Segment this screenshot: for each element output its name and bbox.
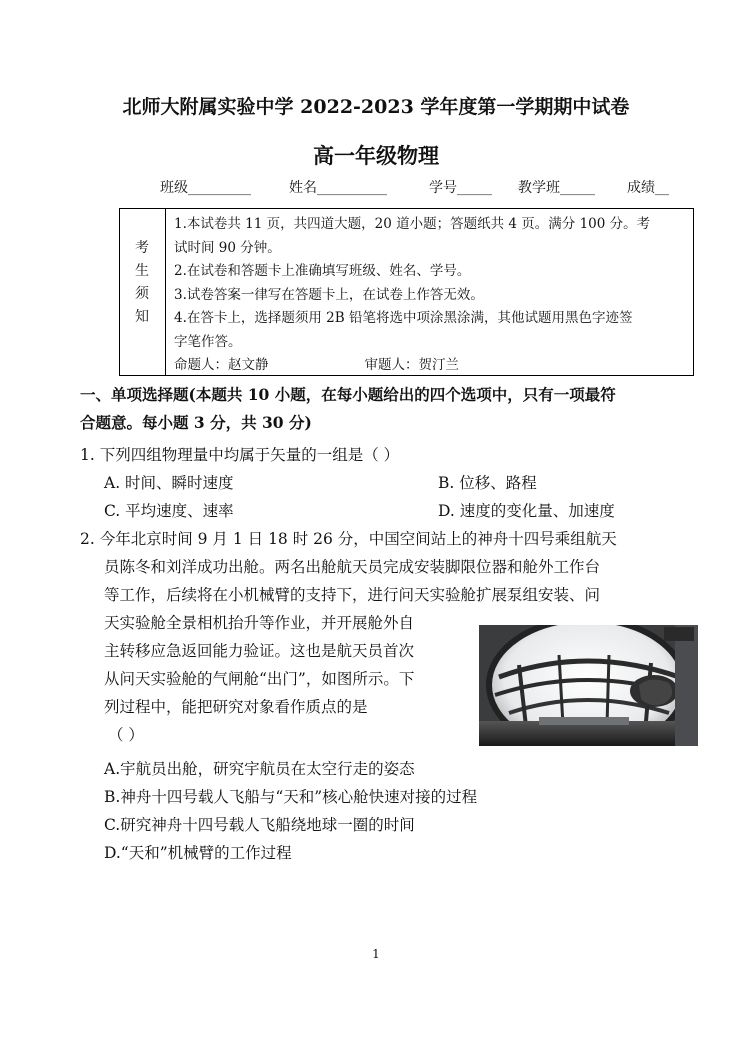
reviewer: 审题人：贺汀兰	[364, 357, 459, 373]
q1-option-b: B. 位移、路程	[438, 474, 537, 492]
class-field: 班级_________	[160, 180, 251, 196]
q1-option-c: C. 平均速度、速率	[104, 502, 234, 520]
setter-reviewer-line	[174, 354, 689, 378]
exam-page: 北师大附属实验中学 2022-2023 学年度第一学期期中试卷 高一年级物理 班级_________ 姓名__________ 学号_____ 教学班_____ 成绩__ 考 生 须 知 1.本试卷共 11 页，共四道大题，20 道小题；答题纸共 4 页。满分 100 分。考 试时间 90 分钟。 2.在试卷和答题卡上准确填写班级、姓名、学号。 3.试卷答案一律写在答题卡上，在试卷上作答无效。 4.在答卡上，选择题须用 2B 铅笔将选中项涂黑涂满，其他试题用黑色字迹签 字笔作答。 命题人：赵文静 审题人：贺汀兰 一、单项选择题(本题共 10 小题，在每小题给出的四个选项中，只有一项最符 合题意。每小题 3 分，共 30 分) 1. 下列四组物理量中均属于矢量的一组是（ ） A. 时间、瞬时速度 B. 位移、路程 C. 平均速度、速率 D. 速度的变化量、加速度 2. 今年北京时间 9 月 1 日 18 时 26 分，中国空间站上的神舟十四号乘组航天 员陈冬和刘洋成功出舱。两名出舱航天员完成安装脚限位器和舱外工作台 等工作，后续将在小机械臂的支持下，进行问天实验舱扩展泵组安装、问 天实验舱全景相机抬升等作业，并开展舱外自 主转移应急返回能力验证。这也是航天员首次 从问天实验舱的气闸舱“出门”，如图所示。下 列过程中，能把研究对象看作质点的是 （ ） A.宇航员出舱，研究宇航员在太空行走的姿态 B.神舟十四号载人飞船与“天和”核心舱快速对接的过程 C.研究神舟十四号载人飞船绕地球一圈的时间 D.“天和”机械臂的工作过程 1	[0, 0, 752, 1062]
teaching-class-field: 教学班_____	[518, 180, 595, 196]
setter: 命题人：赵文静	[174, 357, 269, 373]
notice-text: 1.本试卷共 11 页，共四道大题，20 道小题；答题纸共 4 页。满分 100 分。考 试时间 90 分钟。 2.在试卷和答题卡上准确填写班级、姓名、学号。 3.试卷答案一律写在答题卡上，在试卷上作答无效。 4.在答卡上，选择题须用 2B 铅笔将选中项涂黑涂满，其他试题用黑色字迹签 字笔作答。 命题人：赵文静 审题人：贺汀兰	[174, 213, 689, 378]
q2-option-c: C.研究神舟十四号载人飞船绕地球一圈的时间	[104, 816, 415, 834]
q1-option-d: D. 速度的变化量、加速度	[438, 502, 615, 520]
section-1-heading: 一、单项选择题(本题共 10 小题，在每小题给出的四个选项中，只有一项最符 合题意。每小题 3 分，共 30 分)	[80, 385, 616, 432]
name-field: 姓名__________	[289, 180, 387, 196]
q2-option-a: A.宇航员出舱，研究宇航员在太空行走的姿态	[104, 760, 415, 778]
question-2-stem: 2. 今年北京时间 9 月 1 日 18 时 26 分，中国空间站上的神舟十四号乘组航天	[80, 530, 617, 548]
q2-option-d: D.“天和”机械臂的工作过程	[104, 844, 292, 862]
score-field: 成绩__	[627, 180, 669, 196]
page-number: 1	[372, 947, 380, 961]
spacewalk-hatch-photo	[479, 625, 698, 746]
question-1-stem: 1. 下列四组物理量中均属于矢量的一组是（ ）	[80, 446, 400, 464]
exam-notice-box	[119, 208, 694, 376]
notice-side-label: 考 生 须 知	[120, 209, 166, 375]
exam-subtitle: 高一年级物理	[313, 143, 439, 168]
student-id-field: 学号_____	[429, 180, 492, 196]
q1-option-a: A. 时间、瞬时速度	[104, 474, 234, 492]
exam-title: 北师大附属实验中学 2022-2023 学年度第一学期期中试卷	[122, 96, 630, 118]
q2-option-b: B.神舟十四号载人飞船与“天和”核心舱快速对接的过程	[104, 788, 478, 806]
hatch-illustration	[479, 625, 698, 746]
